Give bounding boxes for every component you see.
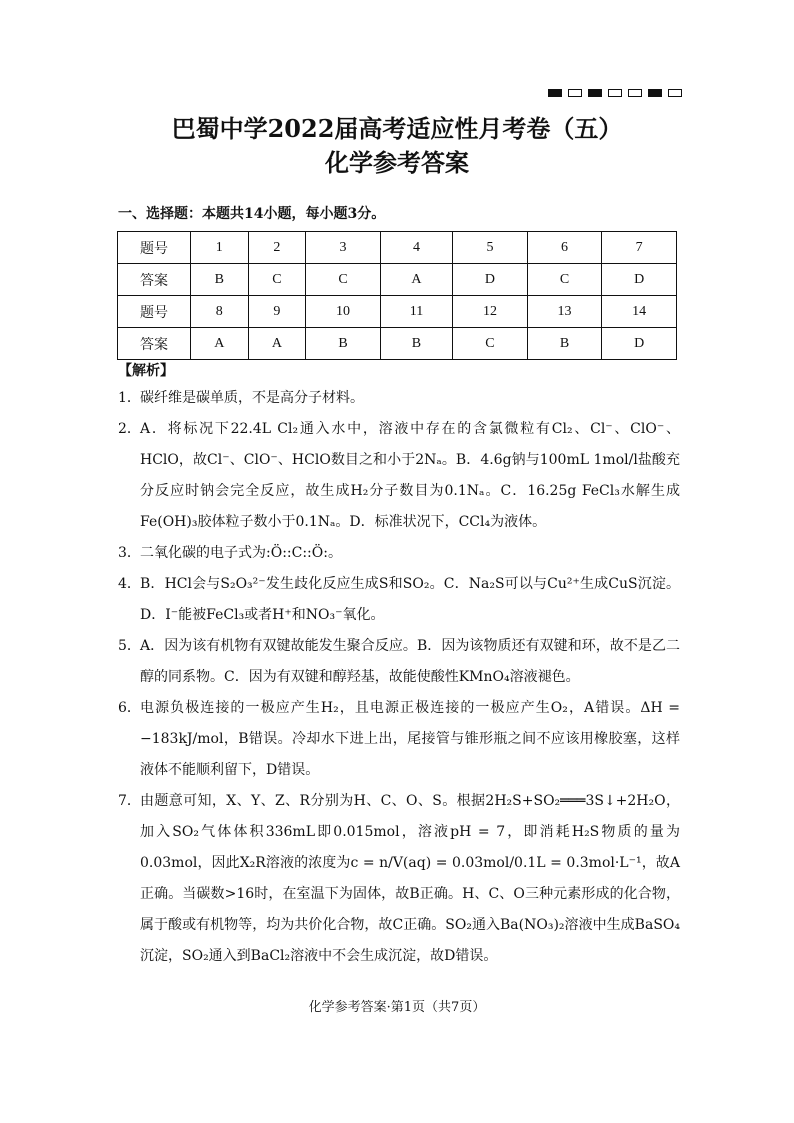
table-cell: B xyxy=(380,328,452,360)
header-mark xyxy=(608,89,622,97)
table-row xyxy=(118,328,677,360)
header-mark xyxy=(548,89,562,97)
item-number: 3． xyxy=(118,545,141,561)
table-cell: A xyxy=(248,328,306,360)
item-number: 2． xyxy=(118,421,141,437)
header-mark xyxy=(668,89,682,97)
table-cell: C xyxy=(453,328,528,360)
table-cell: 3 xyxy=(306,232,381,264)
analysis-content xyxy=(118,383,680,972)
table-cell: D xyxy=(602,328,677,360)
list-item xyxy=(118,569,680,631)
item-text: A．因为该有机物有双键故能发生聚合反应。B．因为该物质还有双键和环，故不是乙二醇的同系物。C．因为有双键和醇羟基，故能使酸性KMnO₄溶液褪色。 xyxy=(140,638,680,685)
item-text: 二氧化碳的电子式为:Ö::C::Ö:。 xyxy=(140,545,342,561)
page-footer: 化学参考答案·第1页（共7页） xyxy=(308,1000,486,1015)
item-number: 5． xyxy=(118,638,141,654)
table-cell: 5 xyxy=(453,232,528,264)
title-line-1: 巴蜀中学2022届高考适应性月考卷（五） xyxy=(171,114,623,143)
item-text: 电源负极连接的一极应产生H₂，且电源正极连接的一极应产生O₂，A错误。ΔH = −183kJ/mol，B错误。冷却水下进上出，尾接管与锥形瓶之间不应该用橡胶塞，这样液体不能顺利留下，D错误。 xyxy=(140,700,680,778)
table-cell: B xyxy=(191,264,249,296)
title-line-2: 化学参考答案 xyxy=(325,148,469,177)
item-number: 4． xyxy=(118,576,141,592)
item-text: A．将标况下22.4L Cl₂通入水中，溶液中存在的含氯微粒有Cl₂、Cl⁻、ClO⁻、HClO，故Cl⁻、ClO⁻、HClO数目之和小于2Nₐ。B．4.6g钠与100mL 1mol/l盐酸充分反应时钠会完全反应，故生成H₂分子数目为0.1Nₐ。C．16.25g FeCl₃水解生成Fe(OH)₃胶体粒子数小于0.1Nₐ。D．标准状况下，CCl₄为液体。 xyxy=(140,421,680,530)
table-cell: D xyxy=(453,264,528,296)
header-mark xyxy=(648,89,662,97)
item-text: 由题意可知，X、Y、Z、R分别为H、C、O、S。根据2H₂S+SO₂═══3S↓+2H₂O，加入SO₂气体体积336mL即0.015mol，溶液pH = 7，即消耗H₂S物质的量为0.03mol，因此X₂R溶液的浓度为c = n/V(aq) = 0.03mol/0.1L = 0.3mol·L⁻¹，故A正确。当碳数>16时，在室温下为固体，故B正确。H、C、O三种元素形成的化合物，属于酸或有机物等，均为共价化合物，故C正确。SO₂通入Ba(NO₃)₂溶液中生成BaSO₄沉淀，SO₂通入到BaCl₂溶液中不会生成沉淀，故D错误。 xyxy=(140,793,680,964)
item-number: 6． xyxy=(118,700,141,716)
list-item xyxy=(118,383,680,414)
list-item xyxy=(118,786,680,972)
row-label: 答案 xyxy=(118,328,191,360)
table-cell: B xyxy=(306,328,381,360)
list-item xyxy=(118,631,680,693)
item-text: 碳纤维是碳单质，不是高分子材料。 xyxy=(140,390,364,406)
table-cell: 2 xyxy=(248,232,306,264)
section-heading: 一、选择题：本题共14小题，每小题3分。 xyxy=(118,206,386,222)
answer-table xyxy=(117,231,677,360)
table-cell: 1 xyxy=(191,232,249,264)
table-cell: 8 xyxy=(191,296,249,328)
table-row xyxy=(118,232,677,264)
table-cell: A xyxy=(191,328,249,360)
table-cell: 4 xyxy=(380,232,452,264)
list-item xyxy=(118,538,680,569)
list-item xyxy=(118,414,680,538)
table-cell: 6 xyxy=(527,232,602,264)
table-cell: D xyxy=(602,264,677,296)
table-row xyxy=(118,264,677,296)
row-label: 题号 xyxy=(118,232,191,264)
analysis-heading: 【解析】 xyxy=(118,363,174,379)
item-number: 1． xyxy=(118,390,141,406)
table-cell: 7 xyxy=(602,232,677,264)
header-mark xyxy=(628,89,642,97)
table-cell: 12 xyxy=(453,296,528,328)
table-cell: C xyxy=(527,264,602,296)
table-cell: 14 xyxy=(602,296,677,328)
table-cell: A xyxy=(380,264,452,296)
table-cell: 9 xyxy=(248,296,306,328)
table-cell: 10 xyxy=(306,296,381,328)
header-mark xyxy=(588,89,602,97)
header-mark xyxy=(568,89,582,97)
row-label: 题号 xyxy=(118,296,191,328)
table-cell: C xyxy=(248,264,306,296)
table-row xyxy=(118,296,677,328)
list-item xyxy=(118,693,680,786)
page-title xyxy=(0,112,794,180)
table-cell: 11 xyxy=(380,296,452,328)
table-cell: 13 xyxy=(527,296,602,328)
row-label: 答案 xyxy=(118,264,191,296)
header-marks xyxy=(548,89,682,97)
table-cell: C xyxy=(306,264,381,296)
item-number: 7． xyxy=(118,793,141,809)
item-text: B．HCl会与S₂O₃²⁻发生歧化反应生成S和SO₂。C．Na₂S可以与Cu²⁺生成CuS沉淀。D．I⁻能被FeCl₃或者H⁺和NO₃⁻氧化。 xyxy=(140,576,680,623)
table-cell: B xyxy=(527,328,602,360)
